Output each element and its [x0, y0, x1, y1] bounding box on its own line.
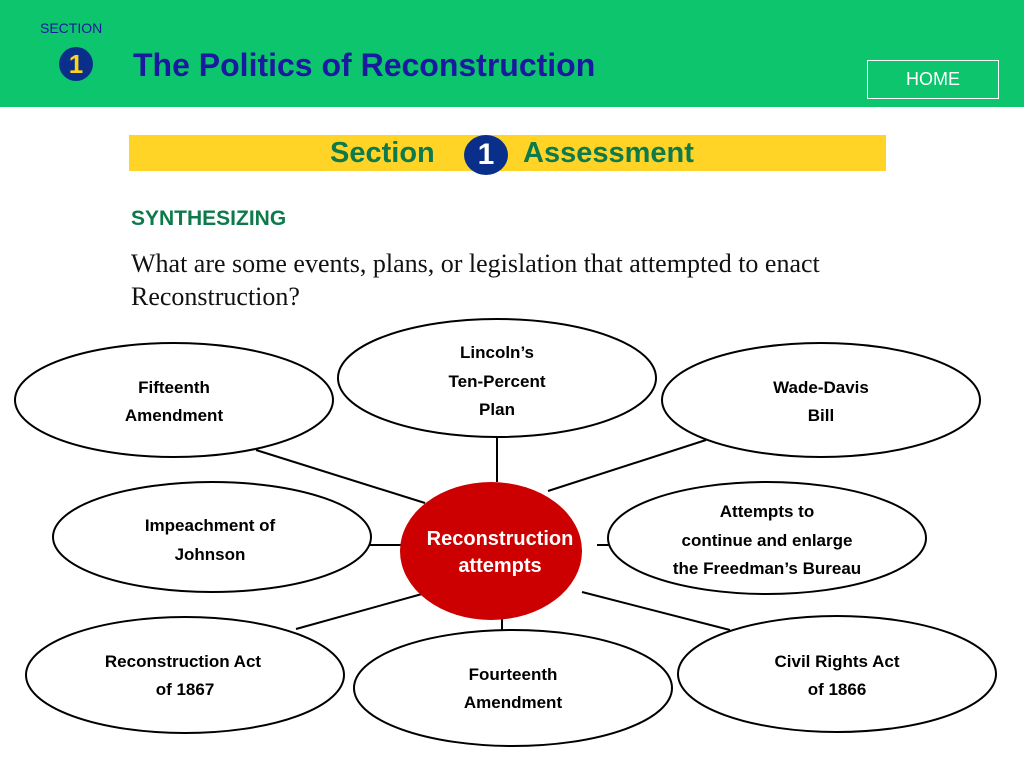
center-label-line: attempts [458, 555, 542, 577]
center-node-reconstruction-attempts [400, 482, 582, 620]
node-label-line: Johnson [174, 545, 246, 564]
page-title: The Politics of Reconstruction [133, 47, 596, 83]
node-label-line: Attempts to [719, 502, 815, 521]
question-text: What are some events, plans, or legislation that attempted to enact Reconstruction? [131, 249, 820, 311]
node-label-line: Reconstruction Act [104, 652, 262, 671]
center-label-line: Reconstruction [426, 528, 574, 550]
node-label-line: of 1867 [155, 680, 215, 699]
connector-line [548, 440, 706, 491]
node-impeachment-of-johnson [53, 482, 371, 592]
node-label-line: Plan [479, 400, 515, 419]
node-label-line: the Freedman’s Bureau [672, 559, 862, 578]
node-civil-rights-act-1866 [678, 616, 996, 732]
section-number-badge: 1 [59, 47, 93, 81]
node-label-line: of 1866 [807, 680, 867, 699]
node-label-line: Civil Rights Act [774, 652, 900, 671]
connector-line [582, 592, 730, 630]
node-label-line: Bill [807, 406, 835, 425]
node-fourteenth-amendment [354, 630, 672, 746]
node-freedmans-bureau [608, 482, 926, 594]
node-label-line: Fourteenth [468, 665, 558, 684]
assessment-section-label: Section [330, 137, 435, 169]
node-label-line: Amendment [463, 693, 563, 712]
node-label-line: Lincoln’s [460, 343, 534, 362]
connector-line [296, 594, 422, 629]
node-label-line: Impeachment of [144, 516, 276, 535]
assessment-label: Assessment [523, 137, 694, 169]
node-label-line: Wade-Davis [773, 378, 869, 397]
node-lincolns-ten-percent-plan [338, 319, 656, 437]
node-wade-davis-bill [662, 343, 980, 457]
node-label-line: Amendment [124, 406, 224, 425]
assessment-number-badge: 1 [464, 135, 508, 175]
node-label-line: Ten-Percent [448, 372, 546, 391]
node-label-line: continue and enlarge [681, 531, 853, 550]
node-label-line: Fifteenth [138, 378, 210, 397]
home-button[interactable]: HOME [867, 60, 999, 99]
section-label: SECTION [40, 20, 103, 36]
node-reconstruction-act-1867 [26, 617, 344, 733]
synthesizing-heading: SYNTHESIZING [131, 207, 287, 230]
node-fifteenth-amendment [15, 343, 333, 457]
